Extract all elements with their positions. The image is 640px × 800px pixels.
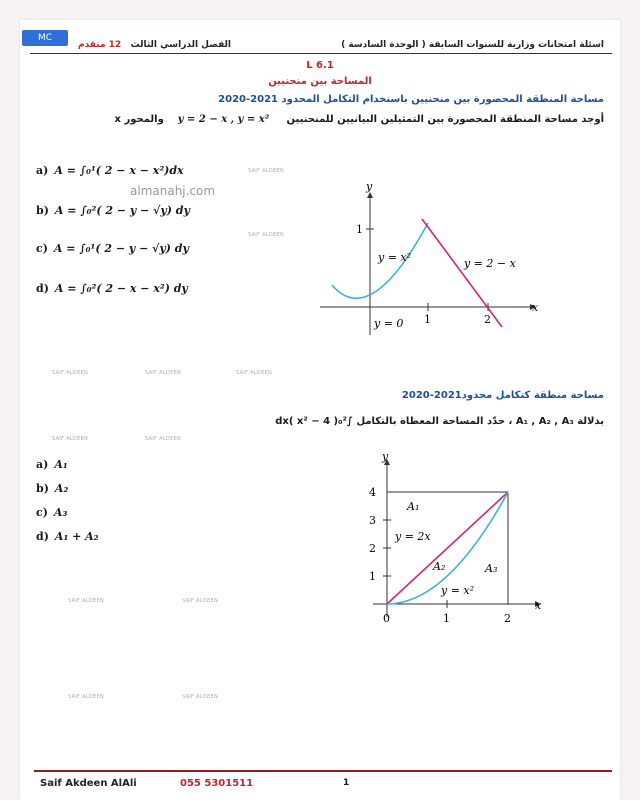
option-label: b) bbox=[36, 482, 49, 495]
header-title: اسئلة امتحانات وزارية للسنوات السابقة ( الوحدة السادسة ) bbox=[341, 40, 604, 50]
watermark: SAIF ALDEEN bbox=[52, 436, 89, 442]
option-text: A = ∫₀¹( 2 − x − x²)dx bbox=[54, 164, 184, 177]
watermark: SAIF ALDEEN bbox=[68, 694, 105, 700]
x-axis-label: x bbox=[532, 301, 539, 314]
option-text: A₁ + A₂ bbox=[54, 530, 99, 543]
option-label: d) bbox=[36, 282, 49, 295]
tick-label-y1: 1 bbox=[369, 570, 376, 583]
option-text: A₂ bbox=[54, 482, 69, 495]
q2-option-a[interactable] bbox=[36, 458, 68, 471]
option-label: a) bbox=[36, 164, 49, 177]
option-label: a) bbox=[36, 458, 49, 471]
option-text: A = ∫₀²( 2 − x − x²) dy bbox=[54, 282, 188, 295]
watermark: SAIF ALDEEN bbox=[145, 436, 182, 442]
area-label-a2: A₂ bbox=[433, 560, 446, 573]
area-label-a3: A₃ bbox=[485, 562, 498, 575]
parabola-label: y = x² bbox=[378, 251, 412, 264]
option-label: c) bbox=[36, 506, 48, 519]
tick-label-x2: 2 bbox=[484, 313, 491, 326]
watermark: SAIF ALDEEN bbox=[182, 694, 219, 700]
watermark: SAIF ALDEEN bbox=[68, 598, 105, 604]
x-axis-label: x bbox=[535, 599, 542, 612]
q1-option-d[interactable] bbox=[36, 282, 188, 295]
q1-option-a[interactable] bbox=[36, 164, 184, 177]
watermark: SAIF ALDEEN bbox=[52, 370, 89, 376]
lesson-code: L 6.1 bbox=[306, 60, 334, 71]
q1-option-c[interactable] bbox=[36, 242, 189, 255]
q1-graph bbox=[310, 175, 550, 345]
watermark: SAIF ALDEEN bbox=[182, 598, 219, 604]
tick-label-x1: 1 bbox=[424, 313, 431, 326]
q1-tail: والمحور x bbox=[114, 114, 164, 125]
parabola-label: y = x² bbox=[441, 584, 475, 597]
option-label: b) bbox=[36, 204, 49, 217]
tick-label-y1: 1 bbox=[356, 223, 363, 236]
header-divider bbox=[30, 53, 612, 54]
option-text: A = ∫₀¹( 2 − y − √y) dy bbox=[53, 242, 189, 255]
semester-label: الفصل الدراسي الثالث bbox=[130, 40, 232, 50]
q2-option-b[interactable] bbox=[36, 482, 68, 495]
page-number: 1 bbox=[343, 778, 350, 788]
grade-label: 12 متقدم bbox=[78, 40, 122, 50]
q1-section-title: مساحة المنطقة المحصورة بين منحنيين باستخدام التكامل المحدود 2021-2020 bbox=[218, 94, 604, 105]
option-text: A = ∫₀²( 2 − y − √y) dy bbox=[54, 204, 190, 217]
tick-label-y2: 2 bbox=[369, 542, 376, 555]
q2-option-c[interactable] bbox=[36, 506, 67, 519]
line-curve bbox=[422, 219, 502, 327]
q2-section-title: مساحة منطقة كتكامل محدود2021-2020 bbox=[401, 390, 604, 401]
worksheet-page bbox=[20, 20, 620, 800]
watermark: SAIF ALDEEN bbox=[236, 370, 273, 376]
q2-prompt: بدلالة A₁ , A₂ , A₃ ، حدّد المساحة المعطاة بالتكامل ∫₀²( 4 − x² )dx bbox=[275, 416, 604, 427]
y-axis-label: y bbox=[366, 180, 373, 193]
area-label-a1: A₁ bbox=[407, 500, 420, 513]
line-label: y = 2 − x bbox=[464, 257, 516, 270]
tick-label-x2: 2 bbox=[504, 612, 511, 625]
watermark: SAIF ALDEEN bbox=[145, 370, 182, 376]
q1-option-b[interactable] bbox=[36, 204, 190, 217]
y-axis-label: y bbox=[382, 452, 389, 463]
line-label: y = 2x bbox=[395, 530, 431, 543]
author-name: Saif Akdeen AlAli bbox=[40, 778, 137, 789]
author-phone: 055 5301511 bbox=[180, 778, 254, 789]
watermark: SAIF ALDEEN bbox=[248, 168, 285, 174]
footer-divider bbox=[34, 770, 612, 772]
y0-label: y = 0 bbox=[374, 317, 404, 330]
option-text: A₁ bbox=[54, 458, 68, 471]
site-watermark: almanahj.com bbox=[130, 184, 216, 198]
tick-label-x0: 0 bbox=[383, 612, 390, 625]
option-label: d) bbox=[36, 530, 49, 543]
option-label: c) bbox=[36, 242, 48, 255]
option-text: A₃ bbox=[53, 506, 68, 519]
mc-badge: MC bbox=[22, 30, 68, 46]
q2-graph bbox=[355, 452, 555, 632]
q1-prompt-text: أوجد مساحة المنطقة المحصورة بين التمثيلين البيانيين للمنحنيين bbox=[286, 114, 604, 125]
tick-label-y3: 3 bbox=[369, 514, 376, 527]
topic-title: المساحة بين منحنيين bbox=[268, 76, 372, 87]
q1-equations: y = 2 − x , y = x² bbox=[177, 114, 270, 125]
q1-prompt bbox=[115, 114, 604, 125]
tick-label-y4: 4 bbox=[369, 486, 376, 499]
header-semester bbox=[78, 40, 231, 50]
watermark: SAIF ALDEEN bbox=[248, 232, 285, 238]
tick-label-x1: 1 bbox=[443, 612, 450, 625]
q2-option-d[interactable] bbox=[36, 530, 99, 543]
